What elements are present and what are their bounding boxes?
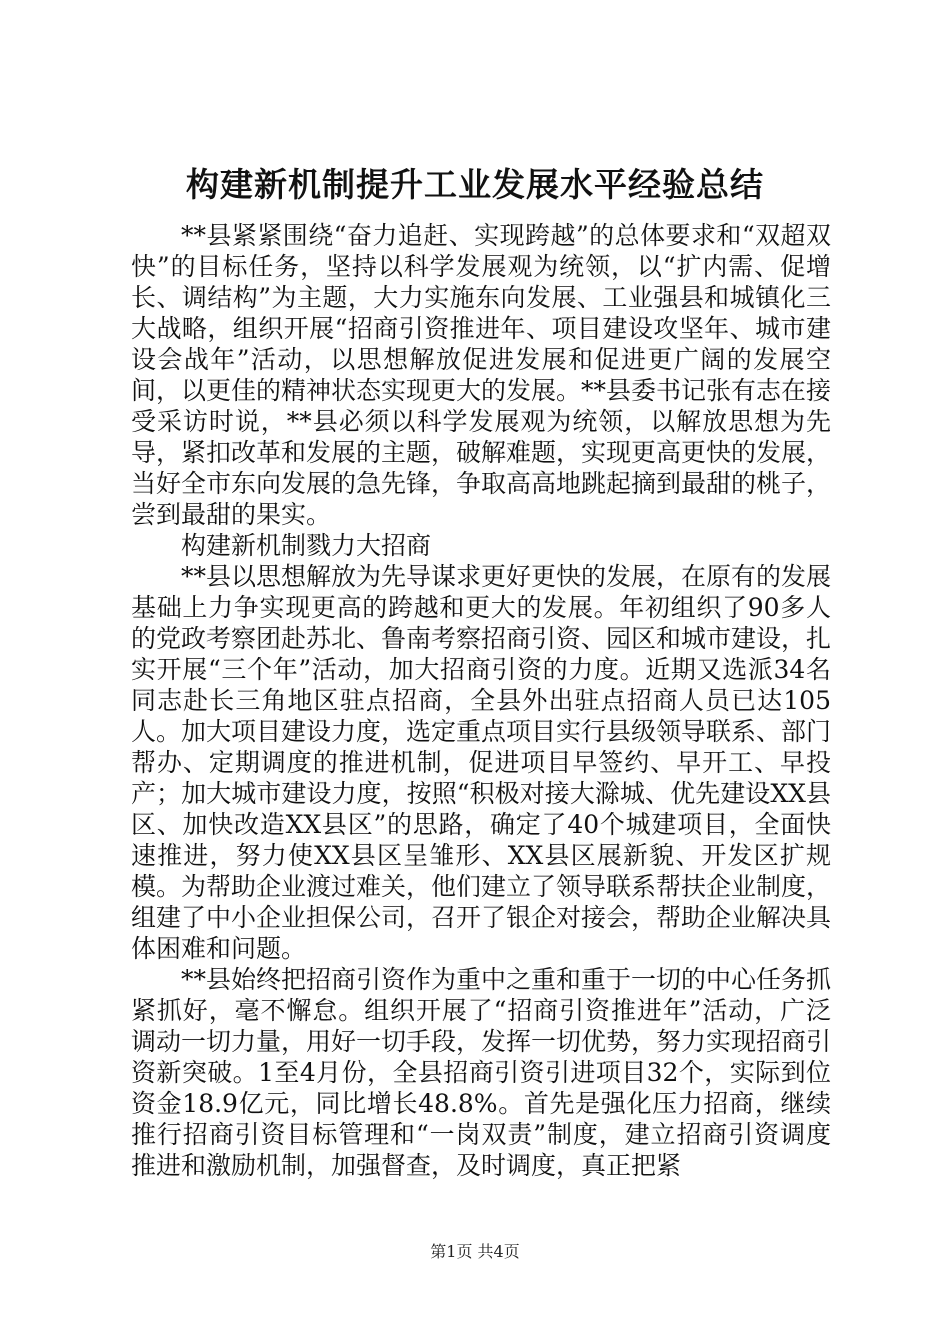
document-body (131, 220, 831, 1181)
section-subheading: 构建新机制戮力大招商 (181, 531, 432, 560)
body-paragraph-2: **县以思想解放为先导谋求更好更快的发展，在原有的发展基础上力争实现更高的跨越和更大的发展。年初组织了90多人的党政考察团赴苏北、鲁南考察招商引资、园区和城市建设，扎实开展“三个年”活动，加大招商引资的力度。近期又选派34名同志赴长三角地区驻点招商，全县外出驻点招商人员已达105人。加大项目建设力度，选定重点项目实行县级领导联系、部门帮办、定期调度的推进机制，促进项目早签约、早开工、早投产；加大城市建设力度，按照“积极对接大滁城、优先建设XX县区、加快改造XX县区”的思路，确定了40个城建项目，全面快速推进，努力使XX县区呈雏形、XX县区展新貌、开发区扩规模。为帮助企业渡过难关，他们建立了领导联系帮扶企业制度，组建了中小企业担保公司，召开了银企对接会，帮助企业解决具体困难和问题。 (131, 562, 832, 963)
body-paragraph-3: **县始终把招商引资作为重中之重和重于一切的中心任务抓紧抓好，毫不懈怠。组织开展了“招商引资推进年”活动，广泛调动一切力量，用好一切手段，发挥一切优势，努力实现招商引资新突破。1至4月份，全县招商引资引进项目32个，实际到位资金18.9亿元，同比增长48.8%。首先是强化压力招商，继续推行招商引资目标管理和“一岗双责”制度，建立招商引资调度推进和激励机制，加强督查，及时调度，真正把紧 (131, 965, 832, 1180)
page-number-footer: 第1页 共4页 (430, 1242, 520, 1261)
body-paragraph-1: **县紧紧围绕“奋力追赶、实现跨越”的总体要求和“双超双快”的目标任务，坚持以科学发展观为统领，以“扩内需、促增长、调结构”为主题，大力实施东向发展、工业强县和城镇化三大战略，组织开展“招商引资推进年、项目建设攻坚年、城市建设会战年”活动，以思想解放促进发展和促进更广阔的发展空间，以更佳的精神状态实现更大的发展。**县委书记张有志在接受采访时说，**县必须以科学发展观为统领，以解放思想为先导，紧扣改革和发展的主题，破解难题，实现更高更快的发展，当好全市东向发展的急先锋，争取高高地跳起摘到最甜的桃子，尝到最甜的果实。 (131, 221, 832, 529)
document-title: 构建新机制提升工业发展水平经验总结 (186, 165, 764, 204)
